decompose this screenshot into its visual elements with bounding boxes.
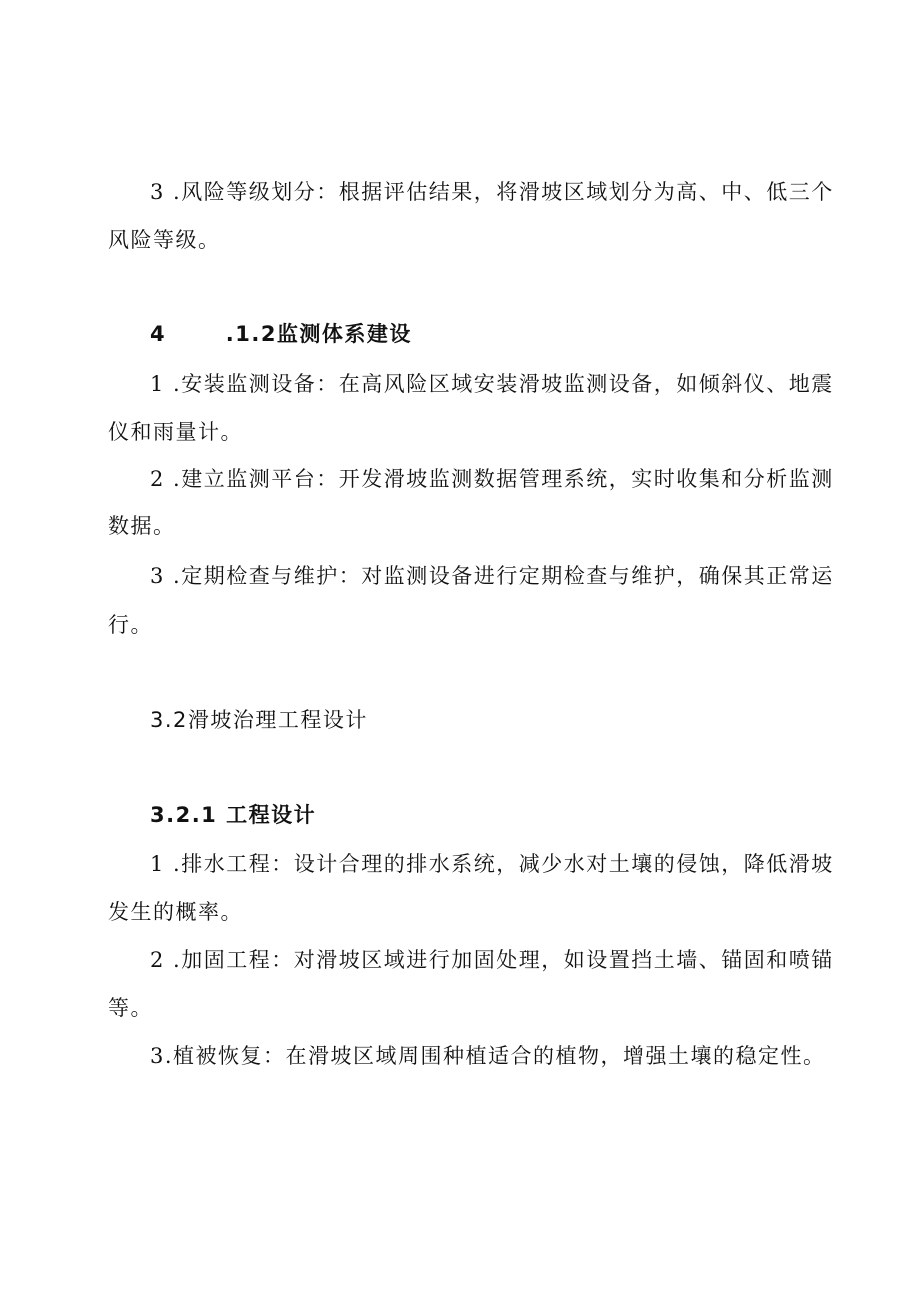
platform-item-line-1: 2 .建立监测平台：开发滑坡监测数据管理系统，实时收集和分析监测 [150, 467, 834, 491]
install-item-line-2: 仪和雨量计。 [108, 420, 243, 444]
monitoring-heading-number: 4 [150, 322, 167, 346]
maintenance-item-line-2: 行。 [108, 613, 153, 637]
maintenance-item-line-1: 3 .定期检查与维护：对监测设备进行定期检查与维护，确保其正常运 [150, 564, 834, 588]
risk-level-line-2: 风险等级。 [108, 228, 221, 252]
subsection-title: 3.2.1 工程设计 [150, 803, 317, 827]
monitoring-heading [150, 320, 412, 348]
drainage-item-line-1: 1 .排水工程：设计合理的排水系统，减少水对土壤的侵蚀，降低滑坡 [150, 852, 834, 876]
monitoring-heading-title: .1.2监测体系建设 [225, 322, 412, 346]
risk-level-line-1: 3 .风险等级划分：根据评估结果，将滑坡区域划分为高、中、低三个 [150, 180, 834, 204]
section-title: 3.2滑坡治理工程设计 [150, 708, 368, 732]
platform-item-line-2: 数据。 [108, 514, 176, 538]
vegetation-item-line-1: 3.植被恢复：在滑坡区域周围种植适合的植物，增强土壤的稳定性。 [150, 1044, 826, 1068]
reinforce-item-line-2: 等。 [108, 996, 153, 1020]
drainage-item-line-2: 发生的概率。 [108, 900, 243, 924]
install-item-line-1: 1 .安装监测设备：在高风险区域安装滑坡监测设备，如倾斜仪、地震 [150, 372, 834, 396]
reinforce-item-line-1: 2 .加固工程：对滑坡区域进行加固处理，如设置挡土墙、锚固和喷锚 [150, 948, 834, 972]
